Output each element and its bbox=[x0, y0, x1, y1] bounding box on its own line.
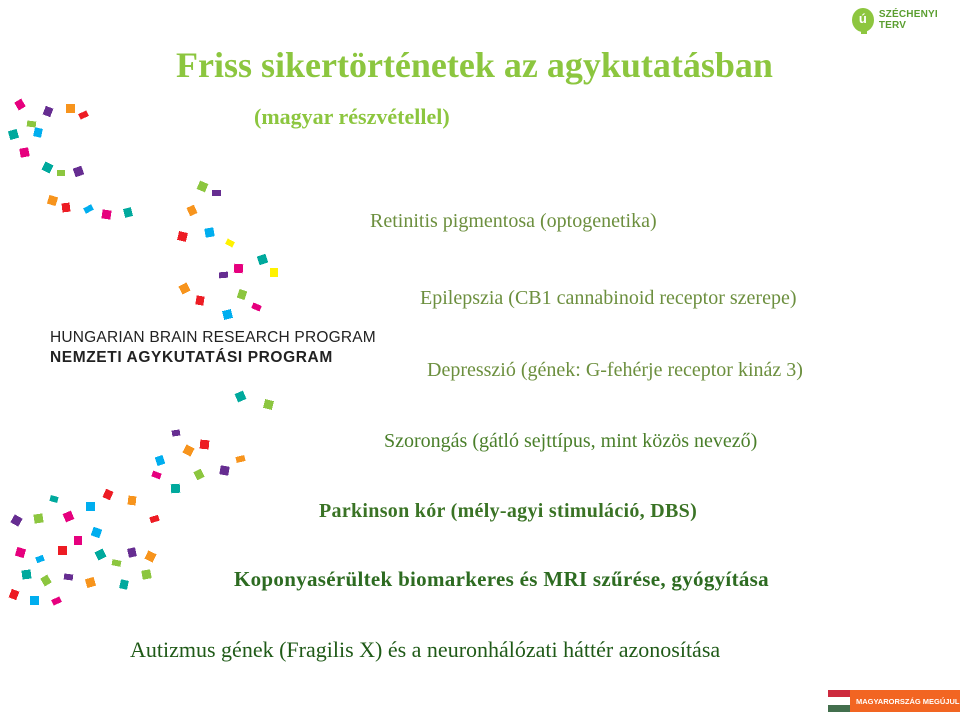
confetti-square bbox=[219, 465, 229, 475]
success-item-epilepszia: Epilepszia (CB1 cannabinoid receptor szerepe) bbox=[420, 287, 797, 309]
confetti-square bbox=[204, 227, 214, 237]
confetti-square bbox=[64, 573, 74, 580]
success-item-depresszio: Depresszió (gének: G-fehérje receptor kináz 3) bbox=[427, 359, 803, 381]
confetti-square bbox=[14, 99, 25, 111]
program-name-en: HUNGARIAN BRAIN RESEARCH PROGRAM bbox=[50, 329, 376, 346]
confetti-square bbox=[85, 577, 96, 588]
confetti-square bbox=[178, 282, 190, 294]
confetti-square bbox=[103, 489, 114, 500]
success-item-retinitis: Retinitis pigmentosa (optogenetika) bbox=[370, 210, 657, 232]
szechenyi-logo-text: SZÉCHENYI TERV bbox=[878, 9, 938, 31]
confetti-square bbox=[15, 547, 26, 558]
slide-subtitle: (magyar részvétellel) bbox=[254, 104, 450, 129]
confetti-square bbox=[237, 289, 247, 300]
confetti-square bbox=[127, 547, 137, 557]
confetti-square bbox=[222, 309, 233, 320]
success-item-parkinson: Parkinson kór (mély-agyi stimuláció, DBS) bbox=[319, 500, 698, 522]
confetti-square bbox=[78, 110, 89, 119]
confetti-square bbox=[171, 484, 181, 494]
confetti-square bbox=[155, 455, 165, 466]
confetti-square bbox=[235, 455, 245, 463]
confetti-square bbox=[58, 546, 67, 555]
confetti-square bbox=[66, 104, 75, 113]
confetti-square bbox=[33, 127, 43, 137]
confetti-square bbox=[35, 555, 45, 563]
confetti-square bbox=[235, 391, 247, 403]
confetti-square bbox=[212, 190, 221, 196]
confetti-square bbox=[172, 429, 181, 436]
confetti-square bbox=[10, 514, 22, 526]
success-item-koponyaserultek: Koponyasérültek biomarkeres és MRI szűrése, gyógyítása bbox=[234, 567, 769, 591]
confetti-square bbox=[270, 268, 278, 277]
confetti-square bbox=[41, 161, 53, 173]
confetti-square bbox=[94, 548, 106, 560]
confetti-square bbox=[187, 205, 198, 216]
confetti-square bbox=[251, 302, 262, 311]
confetti-square bbox=[62, 203, 71, 213]
confetti-square bbox=[123, 207, 133, 218]
confetti-square bbox=[101, 209, 111, 219]
magyarorszag-megujul-badge bbox=[828, 690, 960, 712]
confetti-square bbox=[40, 575, 51, 587]
confetti-square bbox=[145, 551, 157, 563]
success-item-autizmus: Autizmus gének (Fragilis X) és a neuronhálózati háttér azonosítása bbox=[130, 637, 721, 662]
confetti-square bbox=[33, 513, 43, 523]
confetti-square bbox=[86, 502, 95, 511]
confetti-square bbox=[19, 147, 30, 158]
success-item-szorongas: Szorongás (gátló sejttípus, mint közös nevező) bbox=[384, 430, 758, 452]
confetti-square bbox=[193, 469, 204, 481]
confetti-square bbox=[219, 272, 228, 279]
confetti-square bbox=[21, 569, 31, 579]
confetti-square bbox=[141, 569, 152, 580]
confetti-square bbox=[234, 264, 244, 274]
confetti-square bbox=[128, 496, 137, 506]
confetti-square bbox=[197, 181, 209, 193]
confetti-square bbox=[200, 440, 210, 450]
confetti-square bbox=[225, 239, 235, 248]
program-name-hu: NEMZETI AGYKUTATÁSI PROGRAM bbox=[50, 349, 333, 366]
confetti-square bbox=[83, 204, 94, 214]
szechenyi-mark-icon: ú bbox=[852, 8, 874, 32]
confetti-square bbox=[257, 254, 268, 265]
confetti-square bbox=[63, 511, 75, 523]
confetti-square bbox=[151, 471, 161, 480]
confetti-square bbox=[74, 536, 82, 545]
confetti-square bbox=[30, 596, 39, 605]
confetti-square bbox=[149, 515, 159, 523]
confetti-square bbox=[51, 596, 62, 605]
confetti-square bbox=[49, 495, 58, 503]
confetti-square bbox=[73, 166, 85, 178]
confetti-square bbox=[27, 120, 37, 127]
slide-title: Friss sikertörténetek az agykutatásban bbox=[176, 45, 773, 85]
confetti-square bbox=[119, 579, 129, 589]
confetti-square bbox=[57, 170, 65, 176]
confetti-square bbox=[263, 399, 274, 410]
confetti-square bbox=[8, 129, 19, 140]
confetti-square bbox=[112, 559, 122, 567]
confetti-square bbox=[182, 444, 194, 456]
confetti-square bbox=[47, 195, 58, 206]
hungarian-flag-icon bbox=[828, 690, 850, 712]
program-logo-text bbox=[50, 328, 376, 368]
confetti-square bbox=[43, 106, 54, 117]
confetti-square bbox=[177, 231, 188, 242]
confetti-square bbox=[9, 589, 20, 600]
badge-text: MAGYARORSZÁG MEGÚJUL bbox=[850, 690, 960, 712]
confetti-square bbox=[91, 527, 103, 539]
confetti-square bbox=[195, 295, 204, 305]
